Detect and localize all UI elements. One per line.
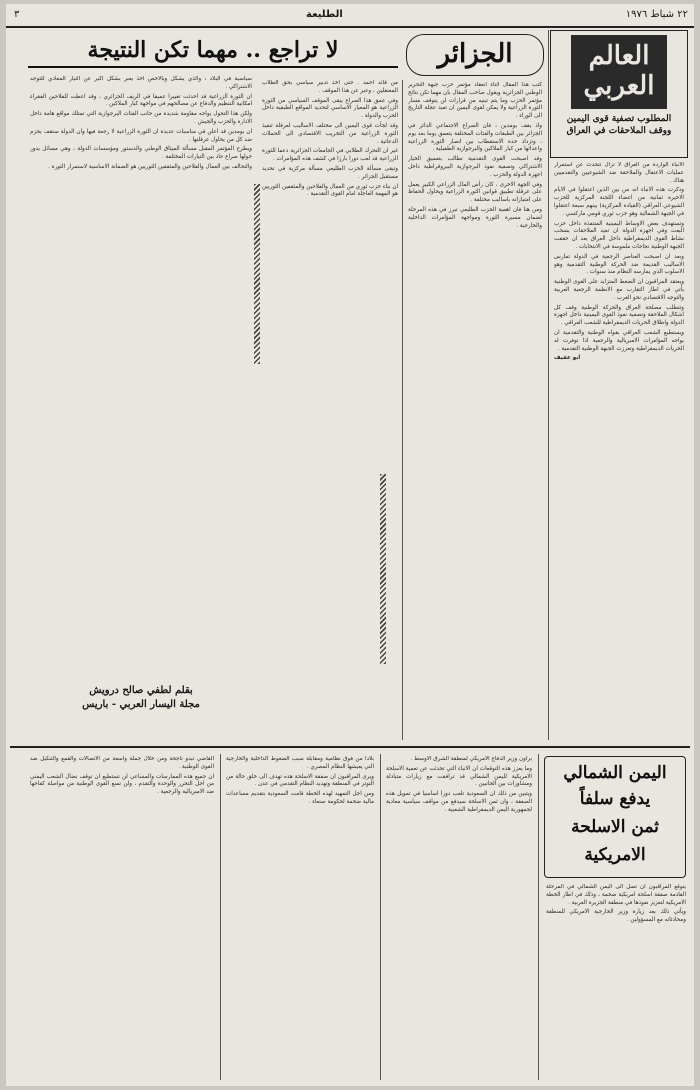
arab-world-title-line2: العربي <box>583 71 655 101</box>
signature: ابو عفيف <box>554 355 581 362</box>
paragraph: ان الثورة الزراعية قد احدثت تغييرا عميقا في الريف الجزائري ، وقد اعطت للفلاحين الفقراء امكانية التنظيم والدفاع عن مصالحهم في مواجهة كبار الملاكين . <box>30 93 252 108</box>
paragraph: ان بومدين قد اعلن في مناسبات عديدة ان الثورة الزراعية لا رجعة فيها وان الدولة ستقف بحزم ضد كل من يحاول عرقلتها . <box>30 128 252 143</box>
author-byline <box>36 684 246 724</box>
paragraph: وذكرت هذه الانباء انه من بين الذين اعتقلوا في الايام الاخيرة ثمانية من اعضاء اللجنة المركزية للحزب الشيوعي العراقي (القيادة المركزية) بينهم سبعة اعتقلوا في الجبهة الشمالية وهو حزب ثوري قومي ماركسي . <box>554 187 684 217</box>
paragraph: ان جميع هذه الممارسات والمساعي لن تستطيع ان توقف نضال الشعب اليمني من اجل التحرر والوحدة والتقدم ، ولن تمنع القوى الوطنية من مواصلة كفاحها ضد الامبريالية والرجعية . <box>30 773 214 796</box>
paragraph: براون وزير الدفاع الامريكي لمنطقة الشرق الاوسط . <box>410 756 532 762</box>
paragraph: وفي الجهة الاخرى ، كان رأس المال الزراعي الكبير يعمل على عرقلة تطبيق قوانين الثورة الزراعية ويحاول الحفاظ على امتيازاته باساليب مختلفة . <box>408 181 542 204</box>
top-headline: لا تراجع .. مهما تكن النتيجة <box>87 37 339 63</box>
left-column-body <box>30 76 252 676</box>
yemen-title-line4: الامريكية <box>584 845 646 865</box>
yemen-body-col2 <box>386 756 532 1080</box>
section-divider <box>10 746 690 748</box>
arab-world-subtitle: المطلوب تصفية قوى اليمين ووقف الملاحقات في العراق <box>566 114 672 136</box>
yemen-title-line2: يدفع سلفاً <box>579 789 651 809</box>
arab-world-logo <box>571 35 667 109</box>
paragraph: وما يعزز هذه التوقعات ان الانباء التي تحدثت عن تعمية الاسلحة الامريكية لليمن الشمالي قد ترافقت مع زيارات متبادلة ومشاورات بين الجانبين . <box>386 765 532 788</box>
column-divider <box>538 754 539 1080</box>
paragraph: من قائد احمد . حتى اخذ تدبير سياسي بحق الطلاب المعتقلين ، وعبر عن هذا الموقف . <box>262 80 398 94</box>
decorative-hatch <box>380 474 386 664</box>
paragraph: والتحالف بين العمال والفلاحين والمثقفين الثوريين هو الضمانة الاساسية لاستمرار الثورة . <box>48 163 252 170</box>
paragraph: بلادا من فوق نظامية ومقابلة سبب الضغوط الداخلية والخارجية التي يعيشها النظام المصري . <box>226 756 374 770</box>
algeria-title: الجزائر <box>437 39 513 69</box>
author-name: بقلم لطفي صالح درويش <box>89 685 193 696</box>
top-headline-box <box>28 36 398 66</box>
paragraph: ويطرح المؤتمر المقبل مسألة الميثاق الوطني والدستور ومؤسسات الدولة ، وهي مسائل يدور حولها صراع حاد بين التيارات المختلفة . <box>30 146 252 161</box>
paragraph: ان بناء حزب ثوري من العمال والفلاحين والمثقفين الثوريين هو المهمة العاجلة امام القوى التقدمية . <box>262 183 398 198</box>
paragraph: ومن اجل التمهيد لهذه الخطة قامت السعودية بتقديم مساعدات مالية ضخمة لحكومة صنعاء . <box>226 791 374 805</box>
yemen-body-col3 <box>226 756 374 1080</box>
column-divider <box>220 754 221 1080</box>
paragraph: القاضي تبدو ناجحة ومن خلال جملة واسعة من الاتصالات والقمع والتنكيل ضد القوى الوطنية . <box>30 756 214 770</box>
header-page-number: ٣ <box>14 9 20 20</box>
column-divider <box>380 754 381 1080</box>
header-date: ٢٢ شباط ١٩٧٦ <box>625 9 688 20</box>
yemen-title-line1: اليمن الشمالي <box>563 763 667 783</box>
author-source: مجلة اليسار العربي - باريس <box>82 699 200 710</box>
yemen-title-box <box>544 756 686 878</box>
paragraph: ويعتقد المراقبون ان الضغط المتزايد على القوى الوطنية يأتي في اطار التقارب مع الانظمة الرجعية العربية والتوجه الاقتصادي نحو الغرب . <box>554 279 684 301</box>
paragraph: وبعد ان اصبحت العناصر الرجعية في الدولة تمارس الاساليب القديمة ضد الحركة الوطنية التقدمية وهو الاسلوب الذي يمارسه النظام منذ سنوات . <box>554 253 684 276</box>
yemen-title-line3: ثمن الاسلحة <box>571 817 659 837</box>
paragraph: الانباء الواردة من العراق لا تزال تتحدث عن استمرار عمليات الاعتقال والملاحقة ضد الشيوعيين والتقدميين هناك . <box>554 162 684 184</box>
algeria-body <box>408 82 542 738</box>
paragraph: يتوقع المراقبون ان تصل الى اليمن الشمالي في المرحلة القادمة صفقة اسلحة امريكية ضخمة ، وذلك في اطار الخطة الامريكية لتعزيز نفوذها في منطقة الجزيرة العربية . <box>546 884 686 906</box>
arab-world-body <box>554 162 684 732</box>
yemen-body-col1 <box>546 884 686 1080</box>
paragraph: وفي عمق هذا الصراع يبقى الموقف السياسي من الثورة الزراعية هو المعيار الاساسي لتحديد المواقع الطبقية داخل الحزب والدولة . <box>262 97 398 120</box>
arab-world-box <box>550 30 688 158</box>
paragraph: سياسية في البلاد ، والذي يشكل وبالاخص اخذ يعبر بشكل اكبر عن التيار المعادي للتوجه الاشتراكي . <box>30 76 252 90</box>
header-paper-name: الطليعة <box>306 9 343 20</box>
paragraph: ويستطيع الشعب العراقي بقواه الوطنية والتقدمية ان يواجه المؤامرات الامبريالية والرجعية اذا توفرت له الحريات الديمقراطية وتعززت الجبهة الوطنية التقدمية . <box>554 329 684 352</box>
column-divider <box>402 80 403 740</box>
paragraph: ويرى المراقبون ان صفقة الاسلحة هذه تهدف الى خلق حالة من التوتر في المنطقة وتهديد النظام التقدمي في عدن . <box>226 773 374 788</box>
column-divider <box>548 30 549 740</box>
arab-world-title-line1: العالم <box>588 41 650 71</box>
paragraph: ويأتي ذلك بعد زيارة وزير الخارجية الامريكي للمنطقة ومحادثاته مع المسؤولين . <box>546 909 686 924</box>
paragraph: وتبقى مسألة الحزب الطليعي مسألة مركزية في تحديد مستقبل الجزائر . <box>262 165 398 180</box>
paragraph: وقد اصبحت القوى التقدمية تطالب بتعميق الخيار الاشتراكي وتصفية نفوذ البرجوازية البيروقراطية داخل اجهزة الدولة والحزب . <box>408 156 542 178</box>
middle-column-body <box>262 80 398 740</box>
newspaper-page <box>6 4 694 1086</box>
paragraph: ولكن هذا التحول يواجه مقاومة شديدة من جانب الفئات البرجوازية التي تمتلك مواقع هامة داخل الادارة والحزب والجيش . <box>30 111 252 125</box>
paragraph: ويتبين من ذلك ان السعودية تلعب دورا اساسيا في تمويل هذه الصفقة ، وان ثمن الاسلحة سيدفع من مواقف سياسية معادية لجمهورية اليمن الديمقراطية الشعبية . <box>386 791 532 813</box>
paragraph: وقد لجأت قوى اليمين الى مختلف الاساليب لعرقلة تنفيذ الثورة الزراعية من التخريب الاقتصادي الى الحملات الدعائية . <box>262 122 398 145</box>
yemen-body-col4 <box>30 756 214 1080</box>
paragraph: ومن هنا فان اهمية الحزب الطليعي تبرز في هذه المرحلة لضمان مسيرة الثورة ومواجهة المؤامرات الداخلية والخارجية . <box>408 206 542 229</box>
headline-underline <box>28 66 398 68</box>
paragraph: كتب هذا المقال اثناء انعقاد مؤتمر حزب جبهة التحرير الوطني الجزائرية ويقول صاحب المقال بان مهما تكن نتائج مؤتمر الحزب وما يتم تبنيه من قرارات لن يتوقف مسار الثورة الزراعية ولا يمكن لقوى اليمين ان تعيد عجلة التاريخ الى الوراء . <box>408 82 542 120</box>
decorative-hatch <box>254 184 260 364</box>
paragraph: وتتطلب مصلحة العراق والحركة الوطنية وقف كل اشكال الملاحقة وتصفية نفوذ القوى اليمينية داخل اجهزة الدولة واطلاق الحريات الديمقراطية للشعب العراقي . <box>554 304 684 327</box>
page-header <box>6 4 694 28</box>
right-column <box>550 30 690 742</box>
paragraph: غير ان التحرك الطلابي في الجامعات الجزائرية دعما للثورة الزراعية قد لعب دورا بارزا في كشف هذه المؤامرات . <box>262 148 398 163</box>
paragraph: واذ يقف بومدين ، فان الصراع الاجتماعي الدائر في الجزائر بين الطبقات والفئات المختلفة يتعمق يوما بعد يوم ، وتزداد حدة الاستقطاب بين انصار الثورة الزراعية واعدائها من كبار الملاكين والبرجوازية الطفيلية . <box>408 122 542 153</box>
paragraph: وتستهدف بعض الاوساط اليمينية المتنفذة داخل حزب البعث وفي اجهزة الدولة ان تعيد الملاحقات بسحب نشاط القوى الديمقراطية داخل العراق بعد ان حققت الجبهة الوطنية نجاحات ملموسة في الانتخابات . <box>554 220 684 250</box>
algeria-title-box <box>406 34 544 76</box>
